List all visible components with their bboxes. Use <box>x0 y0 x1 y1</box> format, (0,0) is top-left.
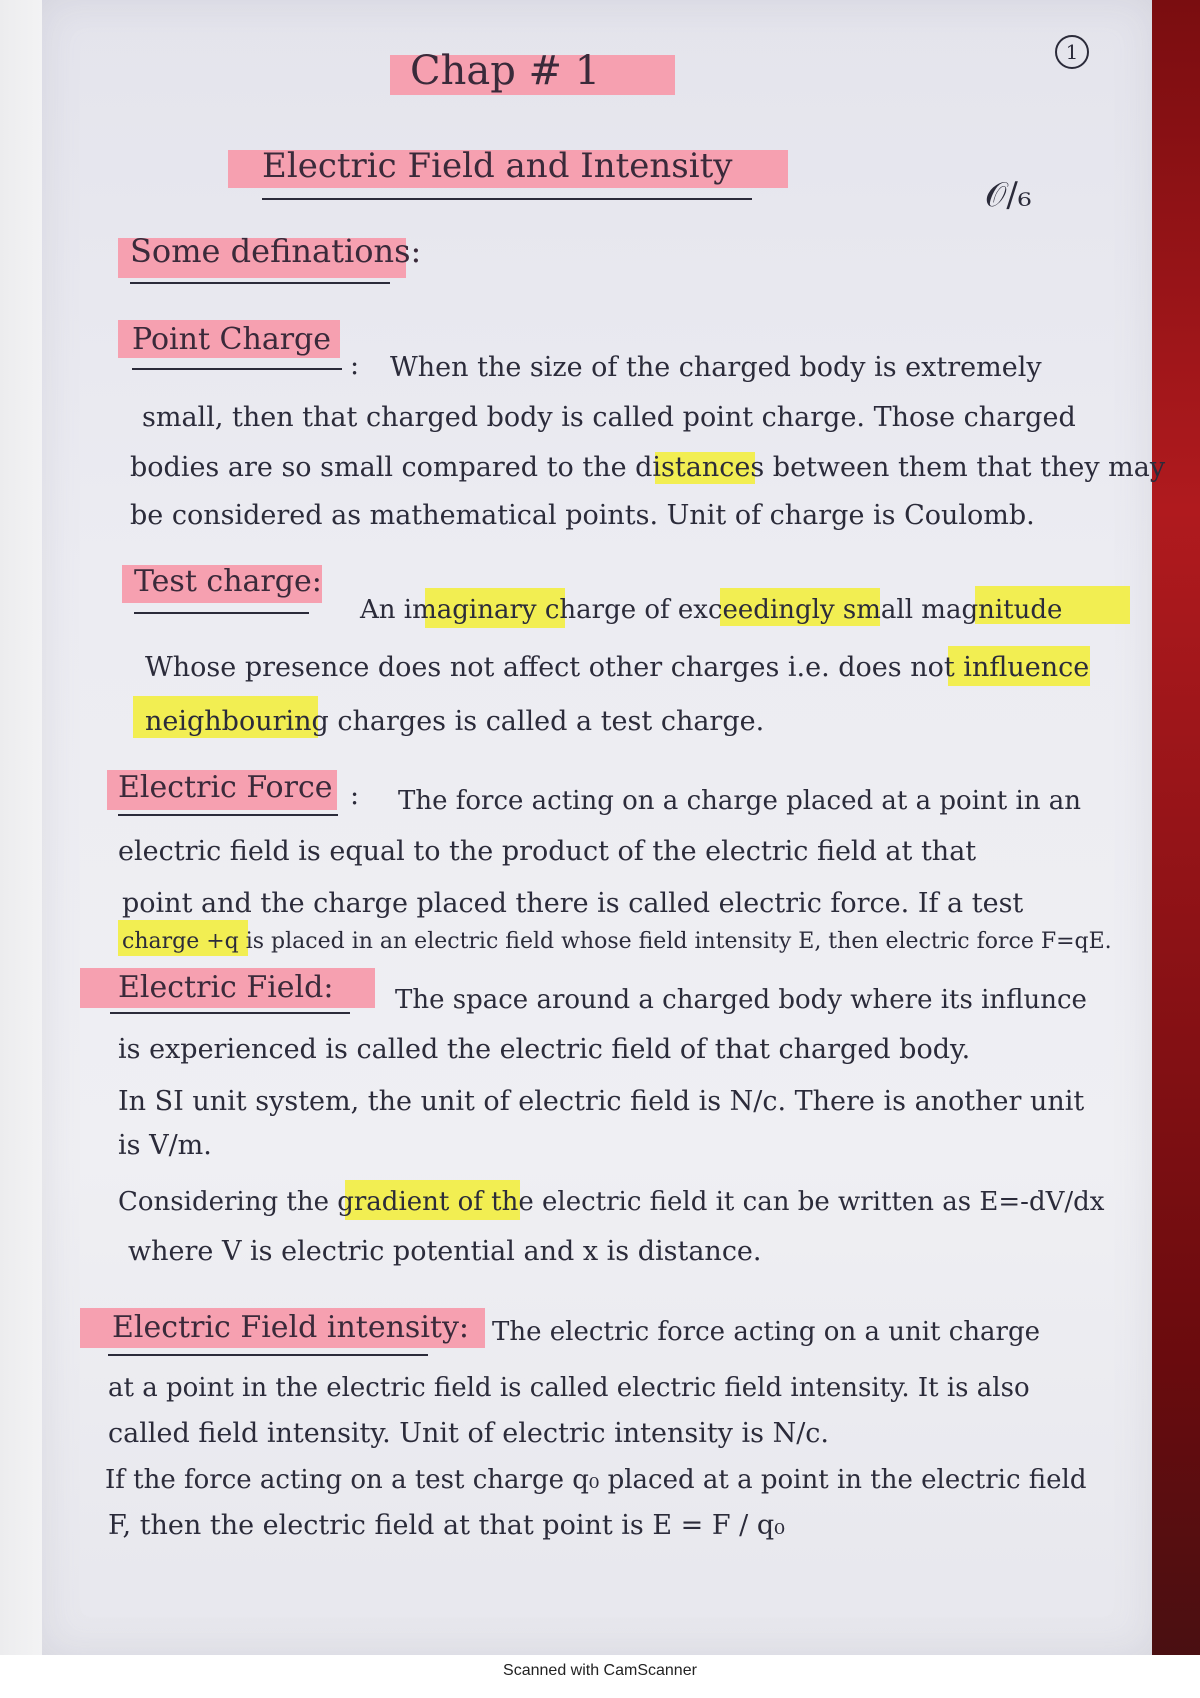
test-charge-line-2: Whose presence does not affect other charges i.e. does not influence <box>145 652 1090 683</box>
electric-field-term: Electric Field: <box>118 970 334 1005</box>
electric-force-sep: : <box>350 780 360 811</box>
subtitle: Electric Field and Intensity <box>262 146 733 186</box>
point-charge-term: Point Charge <box>132 322 331 357</box>
scanner-watermark: Scanned with CamScanner <box>503 1662 697 1679</box>
intensity-line-5: F, then the electric field at that point is E = F / q₀ <box>108 1510 785 1541</box>
electric-field-line-5: Considering the gradient of the electric field it can be written as E=-dV/dx <box>118 1187 1105 1217</box>
electric-field-line-4: is V/m. <box>118 1130 212 1161</box>
test-charge-line-3: neighbouring charges is called a test charge. <box>145 706 765 737</box>
section-heading: Some definations: <box>130 232 422 270</box>
point-charge-underline <box>132 368 342 370</box>
point-charge-sep: : <box>350 350 360 381</box>
scan-background-fabric <box>1152 0 1200 1698</box>
intensity-line-3: called field intensity. Unit of electric intensity is N/c. <box>108 1418 830 1449</box>
electric-force-line-1: The force acting on a charge placed at a point in an <box>398 786 1082 816</box>
electric-field-underline <box>110 1012 350 1014</box>
margin-scribble: 𝒪∕₆ <box>985 175 1032 215</box>
test-charge-underline <box>134 612 309 614</box>
electric-field-line-3: In SI unit system, the unit of electric field is N/c. There is another unit <box>118 1086 1085 1117</box>
point-charge-line-3: bodies are so small compared to the distances between them that they may <box>130 452 1166 483</box>
point-charge-line-1: When the size of the charged body is extremely <box>390 352 1042 383</box>
electric-force-line-2: electric field is equal to the product of the electric field at that <box>118 836 977 867</box>
intensity-line-2: at a point in the electric field is called electric field intensity. It is also <box>108 1373 1030 1403</box>
page-number: 1 <box>1055 35 1089 69</box>
electric-force-underline <box>118 814 338 816</box>
test-charge-line-1: An imaginary charge of exceedingly small magnitude <box>360 595 1063 625</box>
point-charge-line-2: small, then that charged body is called point charge. Those charged <box>142 402 1076 433</box>
electric-force-term: Electric Force <box>118 770 333 805</box>
electric-field-line-2: is experienced is called the electric field of that charged body. <box>118 1034 971 1065</box>
chapter-title: Chap # 1 <box>410 48 601 94</box>
electric-field-line-1: The space around a charged body where its influnce <box>395 985 1087 1015</box>
electric-force-line-3: point and the charge placed there is called electric force. If a test <box>122 888 1024 919</box>
intensity-term: Electric Field intensity: <box>112 1310 470 1345</box>
subtitle-underline <box>262 198 752 200</box>
test-charge-term: Test charge: <box>134 564 322 599</box>
section-underline <box>130 282 390 284</box>
intensity-underline <box>108 1354 428 1356</box>
scan-background-left <box>0 0 42 1698</box>
intensity-line-4: If the force acting on a test charge q₀ placed at a point in the electric field <box>105 1465 1087 1495</box>
point-charge-line-4: be considered as mathematical points. Unit of charge is Coulomb. <box>130 500 1035 531</box>
electric-force-line-4: charge +q is placed in an electric field whose field intensity E, then electric force F=qE. <box>122 929 1112 954</box>
intensity-line-1: The electric force acting on a unit charge <box>492 1317 1041 1347</box>
electric-field-line-6: where V is electric potential and x is distance. <box>128 1236 762 1267</box>
